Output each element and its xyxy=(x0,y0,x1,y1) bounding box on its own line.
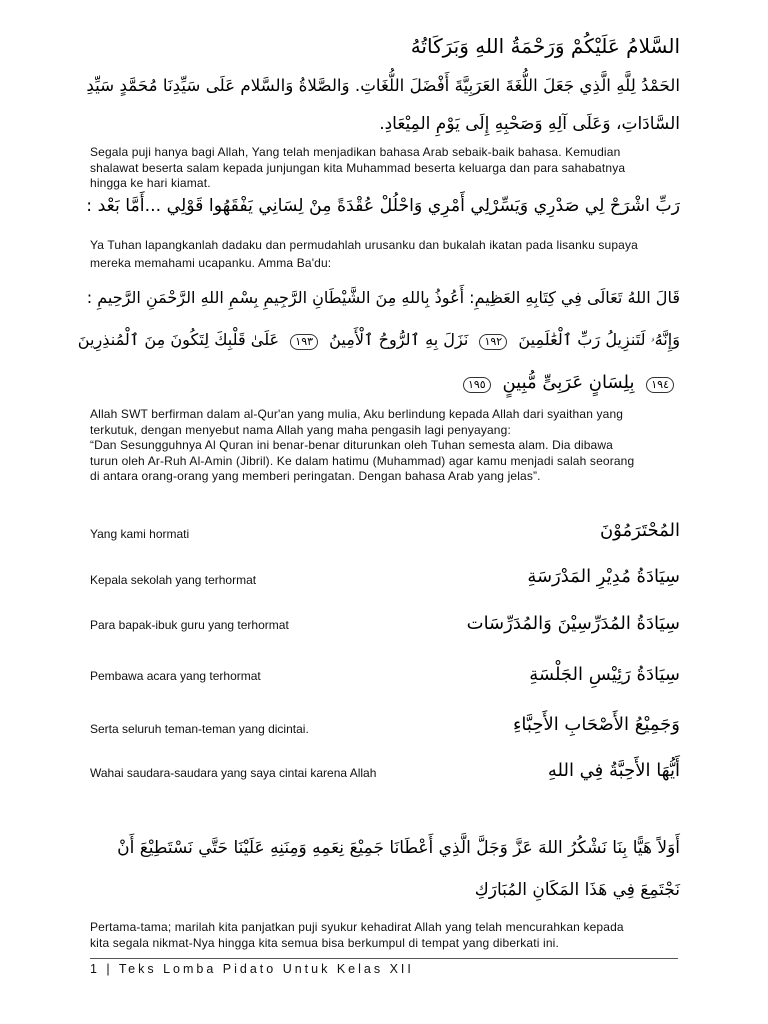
quran-verse-195: بِلِسَانٍ عَرَبِىٍّ مُّبِينٍ xyxy=(502,372,635,393)
translation-paragraph-2 xyxy=(90,236,678,272)
ayah-number-badge: ١٩٣ xyxy=(290,334,318,350)
page-footer: 1 | Teks Lomba Pidato Untuk Kelas XII xyxy=(90,962,414,976)
address-label: Para bapak-ibuk guru yang terhormat xyxy=(90,618,289,632)
quran-verse-192: وَإِنَّهُۥ لَتَنزِيلُ رَبِّ ٱلْعَٰلَمِينَ xyxy=(518,330,680,349)
address-arabic: سِيَادَةُ مُدِيْرِ المَدْرَسَةِ xyxy=(527,566,680,587)
text-line: Pertama-tama; marilah kita panjatkan puji syukur kehadirat Allah yang telah mencurahkan kepada xyxy=(90,920,624,934)
text-line: Segala puji hanya bagi Allah, Yang telah menjadikan bahasa Arab sebaik-baik bahasa. Kemudian xyxy=(90,145,621,159)
address-arabic: سِيَادَةُ رَئِيْسِ الجَلْسَةِ xyxy=(529,664,680,685)
ayah-number-badge: ١٩٤ xyxy=(646,377,674,393)
address-label: Kepala sekolah yang terhormat xyxy=(90,573,257,587)
address-label: Serta seluruh teman-teman yang dicintai. xyxy=(90,722,309,736)
quran-verse-193: نَزَلَ بِهِ ٱلرُّوحُ ٱلْأَمِينُ xyxy=(329,330,469,349)
ayah-number-badge: ١٩٥ xyxy=(463,377,491,393)
ayah-number-badge: ١٩٢ xyxy=(479,334,507,350)
address-label: Yang kami hormati xyxy=(90,527,190,541)
address-arabic: سِيَادَةُ المُدَرِّسِيْنَ وَالمُدَرِّسَات xyxy=(466,613,680,634)
text-line: terkutuk, dengan menyebut nama Allah yang maha pengasih lagi penyayang: xyxy=(90,422,511,437)
address-arabic: أَيُّهَا الأَحِبَّةُ فِي اللهِ xyxy=(547,760,680,781)
opening-arabic-line-2: نَجْتَمِعَ فِي هَذَا المَكَانِ المُبَارَكِ xyxy=(474,880,680,900)
text-line: shalawat beserta salam kepada junjungan kita Muhammad beserta keluarga dan para sahabatnya xyxy=(90,160,626,175)
text-line: kita segala nikmat-Nya hingga kita semua bisa berkumpul di tempat yang diberkati ini. xyxy=(90,935,559,950)
doa-arabic: رَبِّ اشْرَحْ لِي صَدْرِي وَيَسِّرْلِي أَمْرِي وَاحْلُلْ عُقْدَةً مِنْ لِسَانِي يَفْقَهُوا قَوْلِي ...أَمَّا بَعْد : xyxy=(86,196,680,216)
hamdalah-arabic-line-1: الحَمْدُ لِلَّهِ الَّذِي جَعَلَ اللُّغَةَ العَرَبِيَّةَ أَفْضَلَ اللُّغَاتِ. وَالصَّلاةُ وَالسَّلام عَلَى سَيِّدِنَا مُحَمَّدٍ سَيِّدِ xyxy=(86,76,680,95)
translation-paragraph-1 xyxy=(90,145,678,192)
address-label: Pembawa acara yang terhormat xyxy=(90,669,261,683)
text-line: hingga ke hari kiamat. xyxy=(90,176,211,190)
footer-divider xyxy=(90,958,678,959)
greeting-arabic: السَّلامُ عَلَيْكُمْ وَرَحْمَةُ اللهِ وَبَرَكَاتُهُ xyxy=(410,34,680,58)
text-line: Allah SWT berfirman dalam al-Qur'an yang mulia, Aku berlindung kepada Allah dari syaithan yang xyxy=(90,407,624,421)
quran-verse-194: عَلَىٰ قَلْبِكَ لِتَكُونَ مِنَ ٱلْمُنذِرِينَ xyxy=(77,330,280,349)
qala-allah-arabic: قَالَ اللهُ تَعَالَى فِي كِتَابِهِ العَظِيمِ: أَعُوذُ بِاللهِ مِنَ الشَّيْطَانِ الرَّجِيمِ بِسْمِ اللهِ الرَّحْمَنِ الرَّحِيمِ : xyxy=(86,288,680,307)
address-arabic: وَجَمِيْعُ الأَصْحَابِ الأَحِبَّاءِ xyxy=(512,714,680,735)
quran-verses-line-2 xyxy=(457,372,680,393)
quran-verses-line-1 xyxy=(78,330,680,350)
text-line: di antara orang-orang yang memberi peringatan. Dengan bahasa Arab yang jelas”. xyxy=(90,469,541,483)
address-label: Wahai saudara-saudara yang saya cintai karena Allah xyxy=(90,766,377,780)
text-line: turun oleh Ar-Ruh Al-Amin (Jibril). Ke dalam hatimu (Muhammad) agar kamu menjadi salah seorang xyxy=(90,453,635,468)
translation-paragraph-4 xyxy=(90,920,678,951)
text-line: mereka memahami ucapanku. Amma Ba'du: xyxy=(90,256,332,270)
translation-paragraph-3 xyxy=(90,407,678,485)
opening-arabic-line-1: أَوَلاً هَيًّا بِنَا نَشْكُرُ اللهَ عَزَّ وَجَلَّ الَّذِي أَعْطَانَا جَمِيْعَ نِعَمِهِ وَمِنَنِهِ عَلَيْنَا حَتَّي نَسْتَطِيْعَ أَنْ xyxy=(117,838,680,858)
text-line: “Dan Sesungguhnya Al Quran ini benar-benar diturunkan oleh Tuhan semesta alam. Dia dibawa xyxy=(90,438,613,452)
text-line: Ya Tuhan lapangkanlah dadaku dan permudahlah urusanku dan bukalah ikatan pada lisanku supaya xyxy=(90,238,638,252)
address-arabic: المُحْتَرَمُوْنَ xyxy=(599,520,680,541)
hamdalah-arabic-line-2: السَّادَاتِ، وَعَلَى آلِهِ وَصَحْبِهِ إِلَى يَوْمِ المِيْعَادِ. xyxy=(379,114,680,134)
